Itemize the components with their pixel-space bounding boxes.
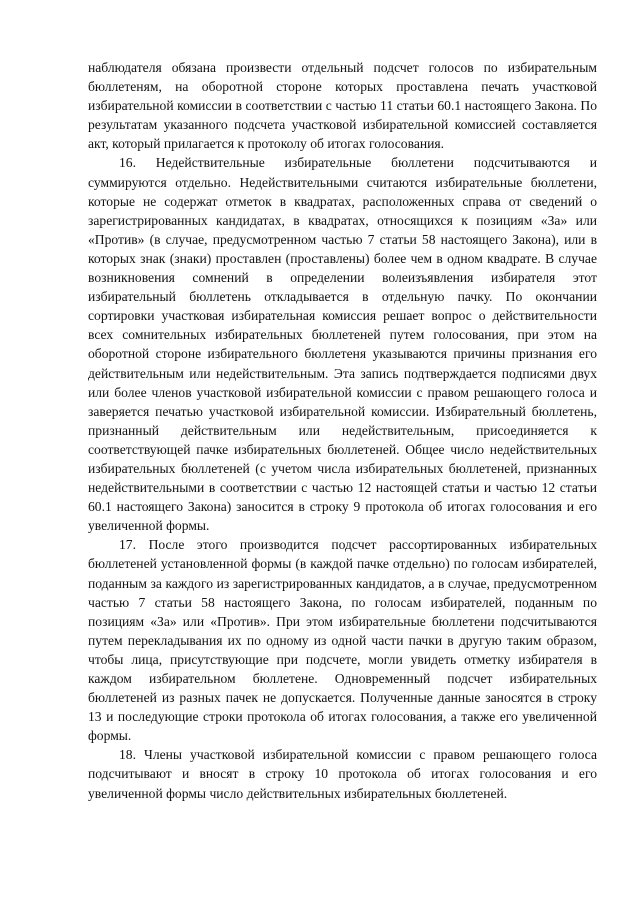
paragraph-continuation: наблюдателя обязана произвести отдельный подсчет голосов по избирательным бюллетеням, на оборотной стороне которых проставлена печать участковой избирательной комиссии в соответствии с частью 11 статьи 60.1 настоящего Закона. По результатам указанного подсчета участковой избирательной комиссией составляется акт, который прилагается к протоколу об итогах голосования. (88, 60, 597, 152)
paragraph-17: 17. После этого производится подсчет рассортированных избирательных бюллетеней установленной формы (в каждой пачке отдельно) по голосам избирателей, поданным за каждого из зарегистрированных кандидатов, а в случае, предусмотренном частью 7 статьи 58 настоящего Закона, по голосам избирателей, поданным по позициям «За» или «Против». При этом избирательные бюллетени подсчитываются путем перекладывания их по одному из одной части пачки в другую таким образом, чтобы лица, присутствующие при подсчете, могли увидеть отметку избирателя в каждом избирательном бюллетене. Одновременный подсчет избирательных бюллетеней из разных пачек не допускается. Полученные данные заносятся в строку 13 и последующие строки протокола об итогах голосования, а также его увеличенной формы. (88, 537, 597, 744)
paragraph-16: 16. Недействительные избирательные бюллетени подсчитываются и суммируются отдельно. Недействительными считаются избирательные бюллетени, которые не содержат отметок в квадратах, расположенных справа от сведений о зарегистрированных кандидатах, в квадратах, относящихся к позициям «За» или «Против» (в случае, предусмотренном частью 7 статьи 58 настоящего Закона), или в которых знак (знаки) проставлен (проставлены) более чем в одном квадрате. В случае возникновения сомнений в определении волеизъявления избирателя этот избирательный бюллетень откладывается в отдельную пачку. По окончании сортировки участковая избирательная комиссия решает вопрос о действительности всех сомнительных избирательных бюллетеней путем голосования, при этом на оборотной стороне избирательного бюллетеня указываются причины признания его действительным или недействительным. Эта запись подтверждается подписями двух или более членов участковой избирательной комиссии с правом решающего голоса и заверяется печатью участковой избирательной комиссии. Избирательный бюллетень, признанный действительным или недействительным, присоединяется к соответствующей пачке избирательных бюллетеней. Общее число недействительных избирательных бюллетеней (с учетом числа избирательных бюллетеней, признанных недействительными в соответствии с частью 12 настоящей статьи и частью 12 статьи 60.1 настоящего Закона) заносится в строку 9 протокола об итогах голосования и его увеличенной формы. (88, 155, 597, 534)
paragraph-18: 18. Члены участковой избирательной комиссии с правом решающего голоса подсчитывают и вносят в строку 10 протокола об итогах голосования и его увеличенной формы число действительных избирательных бюллетеней. (88, 747, 597, 801)
document-page (88, 58, 597, 803)
